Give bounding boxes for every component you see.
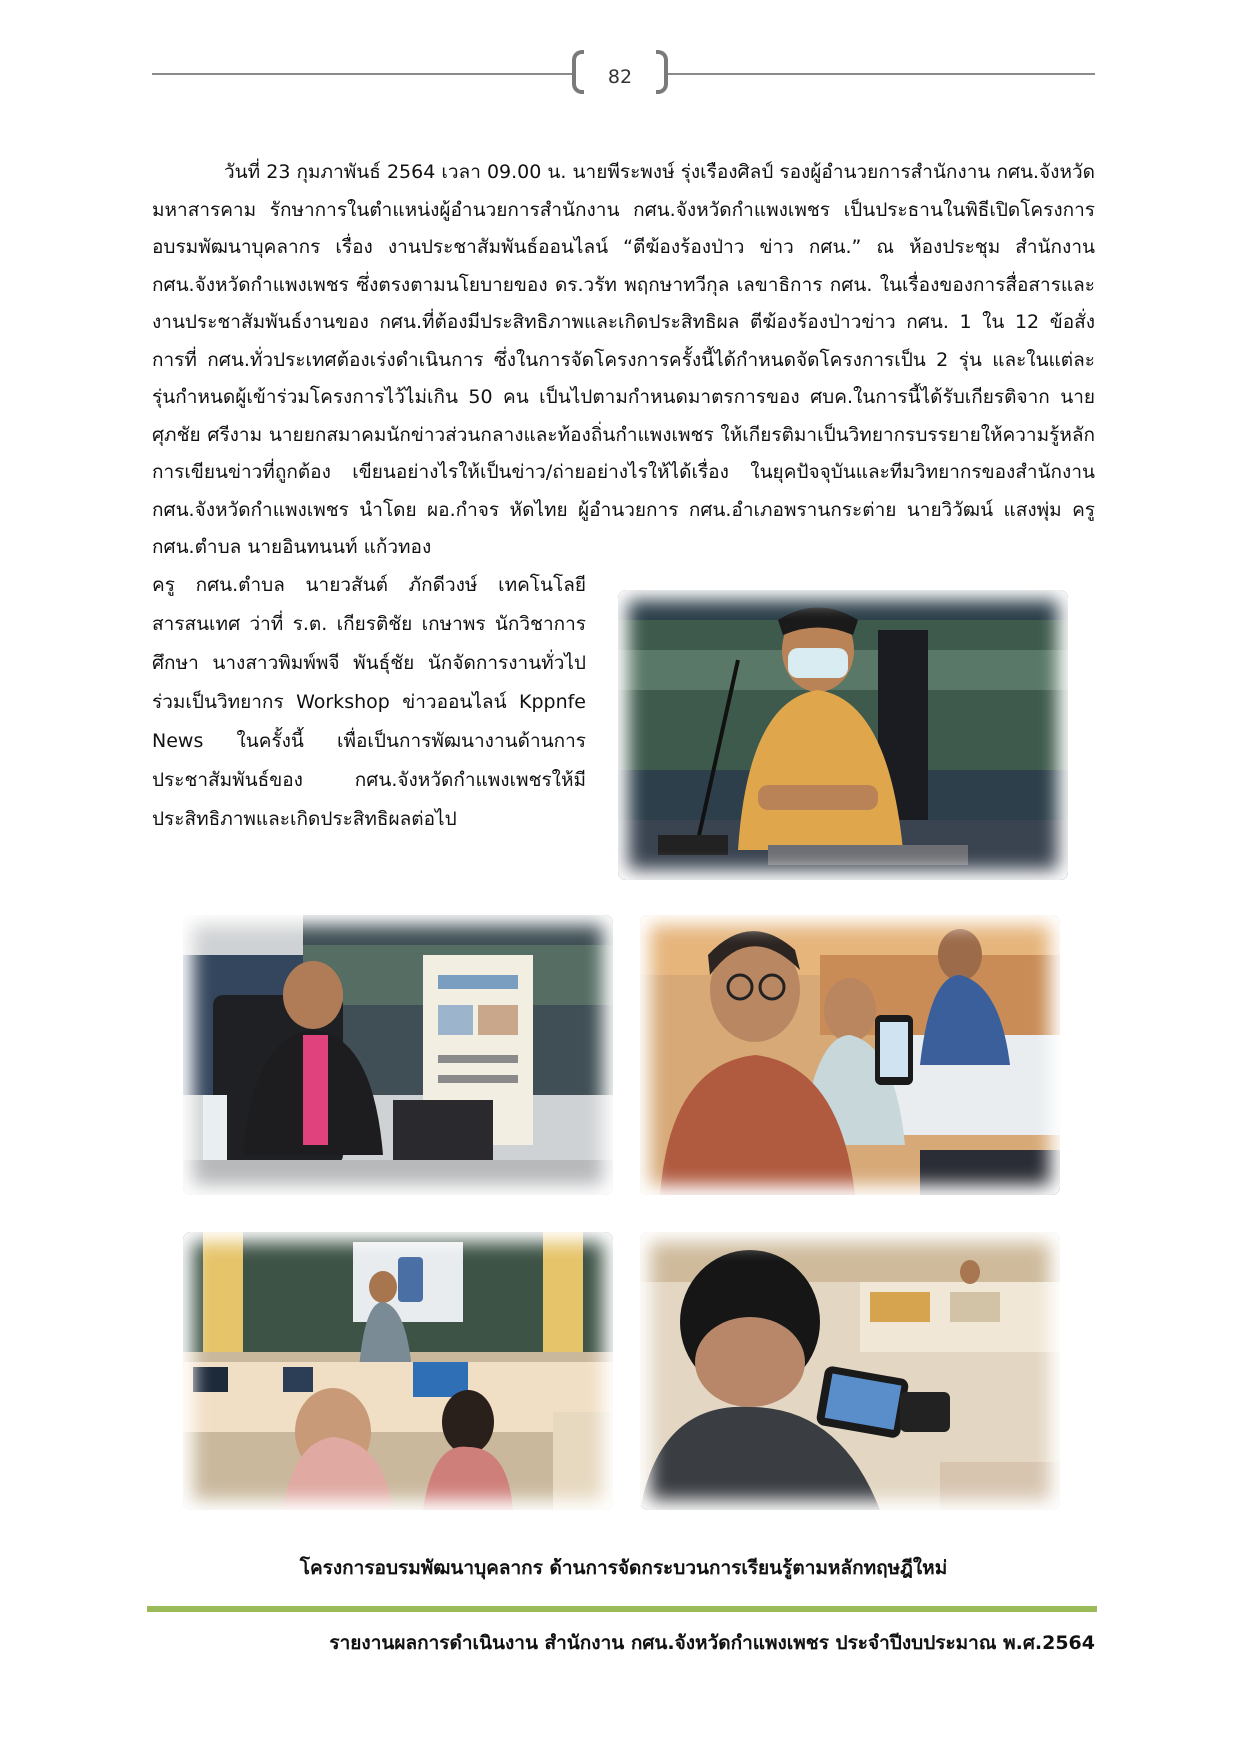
body-paragraph-top: วันที่ 23 กุมภาพันธ์ 2564 เวลา 09.00 น. นายพีระพงษ์ รุ่งเรืองศิลป์ รองผู้อำนวยการสำนักงาน กศน.จังหวัดมหาสารคาม รักษาการในตำแหน่งผู้อำนวยการสำนักงาน กศน.จังหวัดกำแพงเพชร เป็นประธานในพิธีเปิดโครงการอบรมพัฒนาบุคลากร เรื่อง งานประชาสัมพันธ์ออนไลน์ “ตีฆ้องร้องป่าว ข่าว กศน.” ณ ห้องประชุม สำนักงาน กศน.จังหวัดกำแพงเพชร ซึ่งตรงตามนโยบายของ ดร.วรัท พฤกษาทวีกุล เลขาธิการ กศน. ในเรื่องของการสื่อสารและงานประชาสัมพันธ์งานของ กศน.ที่ต้องมีประสิทธิภาพและเกิดประสิทธิผล ตีฆ้องร้องป่าวข่าว กศน. 1 ใน 12 ข้อสั่งการที่ กศน.ทั่วประเทศต้องเร่งดำเนินการ ซึ่งในการจัดโครงการครั้งนี้ได้กำหนดจัดโครงการเป็น 2 รุ่น และในแต่ละรุ่นกำหนดผู้เข้าร่วมโครงการไว้ไม่เกิน 50 คน เป็นไปตามกำหนดมาตรการของ ศบค.ในการนี้ได้รับเกียรติจาก นายศุภชัย ศรีงาม นายยกสมาคมนักข่าวส่วนกลางและท้องถิ่นกำแพงเพชร ให้เกียรติมาเป็นวิทยากรบรรยายให้ความรู้หลักการเขียนข่าวที่ถูกต้อง เขียนอย่างไรให้เป็นข่าว/ถ่ายอย่างไรให้ได้เรื่อง ในยุคปัจจุบันและทีมวิทยากรของสำนักงาน กศน.จังหวัดกำแพงเพชร นำโดย ผอ.กำจร หัดไทย ผู้อำนวยการ กศน.อำเภอพรานกระต่าย นายวิวัฒน์ แสงพุ่ม ครู กศน.ตำบล นายอินทนนท์ แก้วทอง — [152, 161, 1095, 558]
page-number-bracket-open — [572, 50, 584, 94]
footer-report-title: รายงานผลการดำเนินงาน สำนักงาน กศน.จังหวัดกำแพงเพชร ประจำปีงบประมาณ พ.ศ.2564 — [329, 1632, 1095, 1654]
footer-rule — [147, 1606, 1097, 1612]
page-number-bracket-close — [656, 50, 668, 94]
photo-participant-phone — [640, 915, 1060, 1195]
photo-participant-tablet — [640, 1232, 1060, 1510]
photo-speaker-newspaper — [183, 915, 613, 1195]
header-rule-left — [152, 73, 572, 75]
photo-workshop-presenter — [183, 1232, 613, 1510]
photo-chairman-speaking — [618, 590, 1068, 880]
body-paragraph-side: ครู กศน.ตำบล นายวสันต์ ภักดีวงษ์ เทคโนโลยีสารสนเทศ ว่าที่ ร.ต. เกียรติชัย เกษาพร นักวิชาการศึกษา นางสาวพิมพ์พจี พันธุ์ชัย นักจัดการงานทั่วไป ร่วมเป็นวิทยากร Workshop ข่าวออนไลน์ Kppnfe News ในครั้งนี้ เพื่อเป็นการพัฒนางานด้านการประชาสัมพันธ์ของ กศน.จังหวัดกำแพงเพชรให้มีประสิทธิภาพและเกิดประสิทธิผลต่อไป — [152, 574, 586, 830]
page-number: 82 — [607, 66, 633, 88]
photo-caption: โครงการอบรมพัฒนาบุคลากร ด้านการจัดกระบวนการเรียนรู้ตามหลักทฤษฎีใหม่ — [299, 1557, 948, 1579]
header-rule-right — [668, 73, 1095, 75]
